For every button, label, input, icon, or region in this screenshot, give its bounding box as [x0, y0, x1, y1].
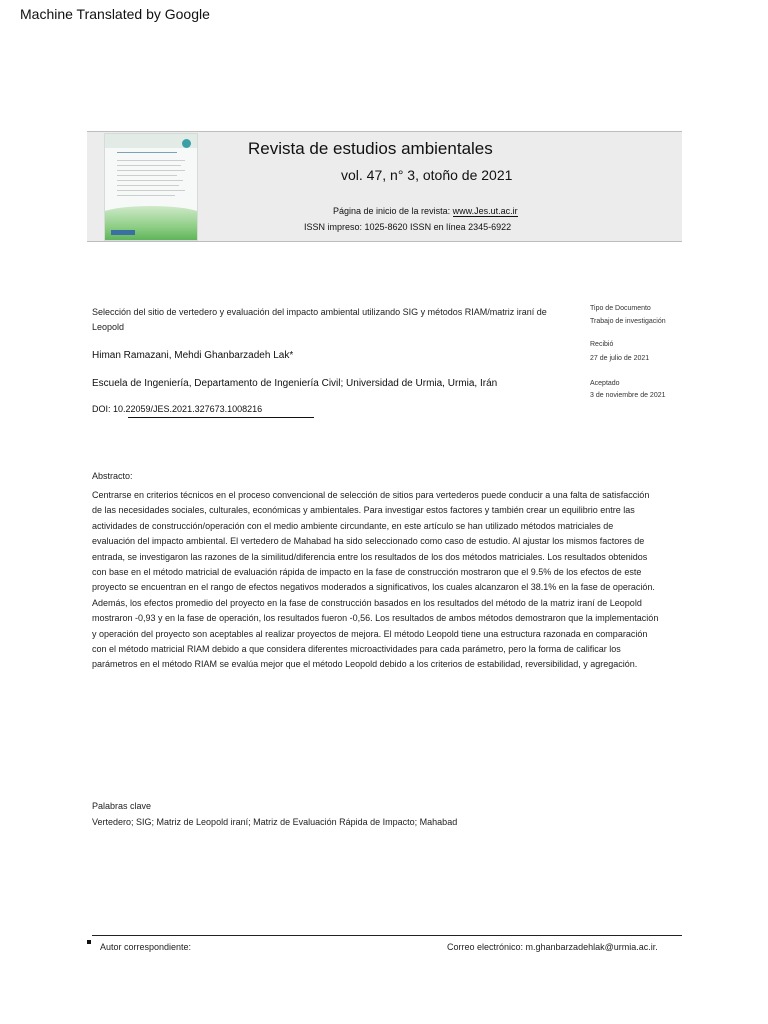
abstract-line: y operación del proyecto son aceptables al realizar proyectos de mejora. El método Leopold tiene una estructura razonada en comparación — [92, 628, 648, 639]
corresponding-email[interactable]: Correo electrónico: m.ghanbarzadehlak@urmia.ac.ir. — [447, 942, 658, 952]
doc-type-label: Tipo de Documento — [590, 305, 651, 312]
abstract-line: Centrarse en criterios técnicos en el proceso convencional de selección de sitios para vertederos puede conducir a una falta de satisfacción — [92, 490, 650, 500]
keywords-heading: Palabras clave — [92, 801, 152, 811]
footer-divider — [92, 935, 682, 936]
abstract-line: con el método matricial RIAM debido a que considera diferentes microactividades para cada parámetro, pero la forma de calificar los — [92, 644, 621, 655]
abstract-body — [92, 488, 682, 673]
journal-volume: vol. 47, n° 3, otoño de 2021 — [341, 167, 513, 183]
journal-title: Revista de estudios ambientales — [248, 139, 493, 158]
journal-cover-image — [104, 133, 198, 241]
journal-homepage-label: Página de inicio de la revista: — [333, 206, 451, 216]
journal-logo-icon — [182, 139, 191, 148]
doi-underline — [128, 417, 314, 418]
article-title: Selección del sitio de vertedero y evaluación del impacto ambiental utilizando SIG y métodos RIAM/matriz iraní de Leopold — [92, 307, 547, 332]
abstract-heading: Abstracto: — [92, 471, 133, 481]
abstract-line: Además, los efectos promedio del proyecto en la fase de construcción basados en los resultados del método de la matriz iraní de Leopold — [92, 597, 642, 608]
accepted-value: 3 de noviembre de 2021 — [590, 392, 666, 399]
keywords-text: Vertedero; SIG; Matriz de Leopold iraní; Matriz de Evaluación Rápida de Impacto; Mahabad — [92, 817, 458, 827]
article-authors: Himan Ramazani, Mehdi Ghanbarzadeh Lak* — [92, 350, 294, 361]
abstract-line: evaluación del impacto ambiental. El vertedero de Mahabad ha sido seleccionado como caso de estudio. Al ajustar los mismos factores de — [92, 536, 645, 547]
abstract-line: actividades de construcción/operación con el medio ambiente circundante, en este artículo se han utilizado métodos matriciales de — [92, 520, 614, 531]
journal-homepage-link[interactable]: www.Jes.ut.ac.ir — [452, 206, 518, 216]
doc-type-value: Trabajo de investigación — [590, 318, 666, 325]
machine-translation-banner: Machine Translated by Google — [20, 6, 210, 22]
footnote-bullet-icon — [87, 940, 91, 944]
abstract-line: parámetros en el método RIAM se evalúa mejor que el método Leopold debido a los criterios de estabilidad, reversibilidad, y agregación. — [92, 659, 638, 670]
abstract-line: de las necesidades sociales, culturales, económicas y ambientales. Para investigar estos factores y también crear un equilibrio entre las — [92, 505, 635, 516]
received-label: Recibió — [590, 341, 614, 348]
abstract-line: con base en el método matricial de evaluación rápida de impacto en la fase de construcción mostraron que el 9.5% de los efectos de este — [92, 567, 642, 578]
article-affiliation: Escuela de Ingeniería, Departamento de Ingeniería Civil; Universidad de Urmia, Urmia, Irán — [92, 378, 498, 389]
journal-homepage — [333, 206, 518, 216]
corresponding-author-label: Autor correspondiente: — [100, 942, 192, 952]
journal-issn: ISSN impreso: 1025-8620 ISSN en línea 2345-6922 — [304, 222, 512, 232]
article-doi-link[interactable]: DOI: 10.22059/JES.2021.327673.1008216 — [92, 404, 263, 414]
abstract-line: proyecto se encuentran en el rango de efectos negativos moderados a significativos, los cuales alcanzaron el 38.1% en la fase de operación. — [92, 582, 655, 593]
abstract-line: entrada, se investigaron las razones de la similitud/diferencia entre los resultados de los dos métodos matriciales. Los resultados obtenidos — [92, 551, 648, 562]
accepted-label: Aceptado — [590, 380, 620, 387]
abstract-line: mostraron -0,93 y en la fase de operación, los resultados fueron -0,56. Los resultados de ambos métodos demostraron que la implementación — [92, 613, 659, 624]
received-value: 27 de julio de 2021 — [590, 355, 650, 362]
